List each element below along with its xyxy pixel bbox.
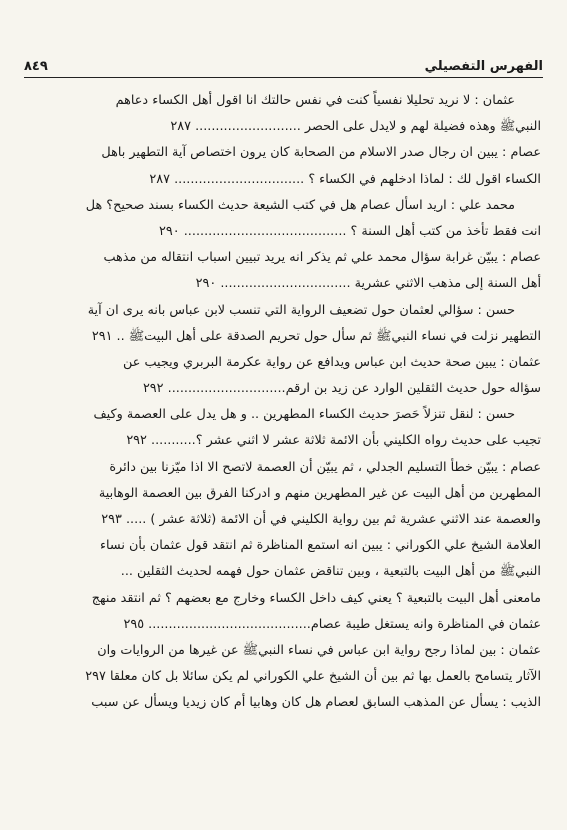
entry-line: عثمان : لا نريد تحليلا نفسياً كنت في نفس حالتك انا اقول أهل الكساء دعاهم [115,93,515,108]
entry-line: الآثار يتسامح بالعمل بها ثم بين أن الشيخ علي الكوراني لم يكن سائلا بل كان معلقا ٢٩٧ [85,669,541,685]
entry-line: مامعنى أهل البيت بالتبعية ؟ يعني كيف داخل الكساء وخارج مع بعضهم ؟ ثم انتقد منهج [91,590,541,606]
index-entry [28,455,541,534]
entry-line: عثمان : بين لماذا رجح رواية ابن عباس في نساء النبيﷺ عن غيرها من الروايات وان [97,642,541,658]
entry-line: التطهير نزلت في نساء النبيﷺ ثم سأل حول تحريم الصدقة على أهل البيتﷺ .. ٢٩١ [91,328,541,344]
header-divider [24,77,543,78]
index-entry [28,690,541,716]
index-entry [28,88,541,140]
entry-line: النبيﷺ وهذه فضيلة لهم و لايدل على الحصر .......................... ٢٨٧ [170,119,541,135]
index-entry [28,533,541,638]
entry-line: النبيﷺ من أهل البيت بالتبعية ، وبين تناقض عثمان حول فهمه لحديث الثقلين ... [120,564,541,580]
entry-line: محمد علي : اريد اسأل عصام هل في كتب الشيعة حديث الكساء بسند صحيح؟ هل [85,197,515,213]
index-entry [28,350,541,402]
entry-line: أهل السنة إلى مذهب الاثني عشرية ................................ ٢٩٠ [195,276,541,292]
page-number: ٨٤٩ [24,59,48,74]
entry-line: انت فقط تأخذ من كتب أهل السنة ؟ ........................................ ٢٩٠ [159,223,541,239]
entry-line: المطهرين من أهل البيت عن غير المطهرين منهم و ادركنا الفرق بين العصمة الوهابية [98,485,541,501]
entry-line: عصام : يبيّن غرابة سؤال محمد علي ثم يذكر انه يريد تبيين اسباب انتقاله من مذهب [103,250,541,266]
index-entry [28,140,541,192]
index-entry [28,245,541,297]
entry-line: حسن : سؤالي لعثمان حول تضعيف الرواية التي تنسب لابن عباس بانه يرى ان آية [87,302,515,318]
entry-line: الكساء اقول لك : لماذا ادخلهم في الكساء ؟ ................................ ٢٨٧ [149,171,541,187]
entry-line: عثمان : يبين صحة حديث ابن عباس ويدافع عن رواية عكرمة البربري ويجيب عن [123,354,541,370]
index-entry [28,402,541,454]
entry-line: عصام : يبيّن خطأ التسليم الجدلي ، ثم يبيّن أن العصمة لاتصح الا اذا ميّزنا بين دائرة [109,459,541,475]
page-header [24,52,543,74]
entry-line: الذيب : يسأل عن المذهب السابق لعصام هل كان وهابيا أم كان زيديا ويسأل عن سبب [91,695,541,711]
entry-line: حسن : لنقل تنزلاً حَصرَ حديث الكساء المطهرين .. و هل يدل على العصمة وكيف [93,407,515,423]
index-body [28,88,541,717]
index-entry [28,638,541,690]
running-title: الفهرس التفصيلي [424,59,543,74]
entry-line: عثمان في المناظرة وانه يستغل طيبة عصام........................................ ٢٩٥ [123,616,541,632]
entry-line: تجيب على حديث رواه الكليني بأن الائمة ثلاثة عشر لا اثني عشر ؟........... ٢٩٢ [126,433,541,449]
entry-line: العلامة الشيخ علي الكوراني : يبين انه استمع المناظرة ثم انتقد قول عثمان بأن نساء [100,538,541,554]
entry-line: عصام : يبين ان رجال صدر الاسلام من الصحابة كان يرون اختصاص آية التطهير باهل [101,145,541,161]
index-entry [28,193,541,245]
entry-line: والعصمة عند الاثني عشرية ثم بين رواية الكليني في أن الائمة (ثلاثة عشر ) ..... ٢٩٣ [101,512,541,527]
entry-line: سؤاله حول حديث الثقلين الوارد عن زيد بن ارقم............................. ٢٩٢ [142,381,541,397]
index-entry [28,298,541,350]
